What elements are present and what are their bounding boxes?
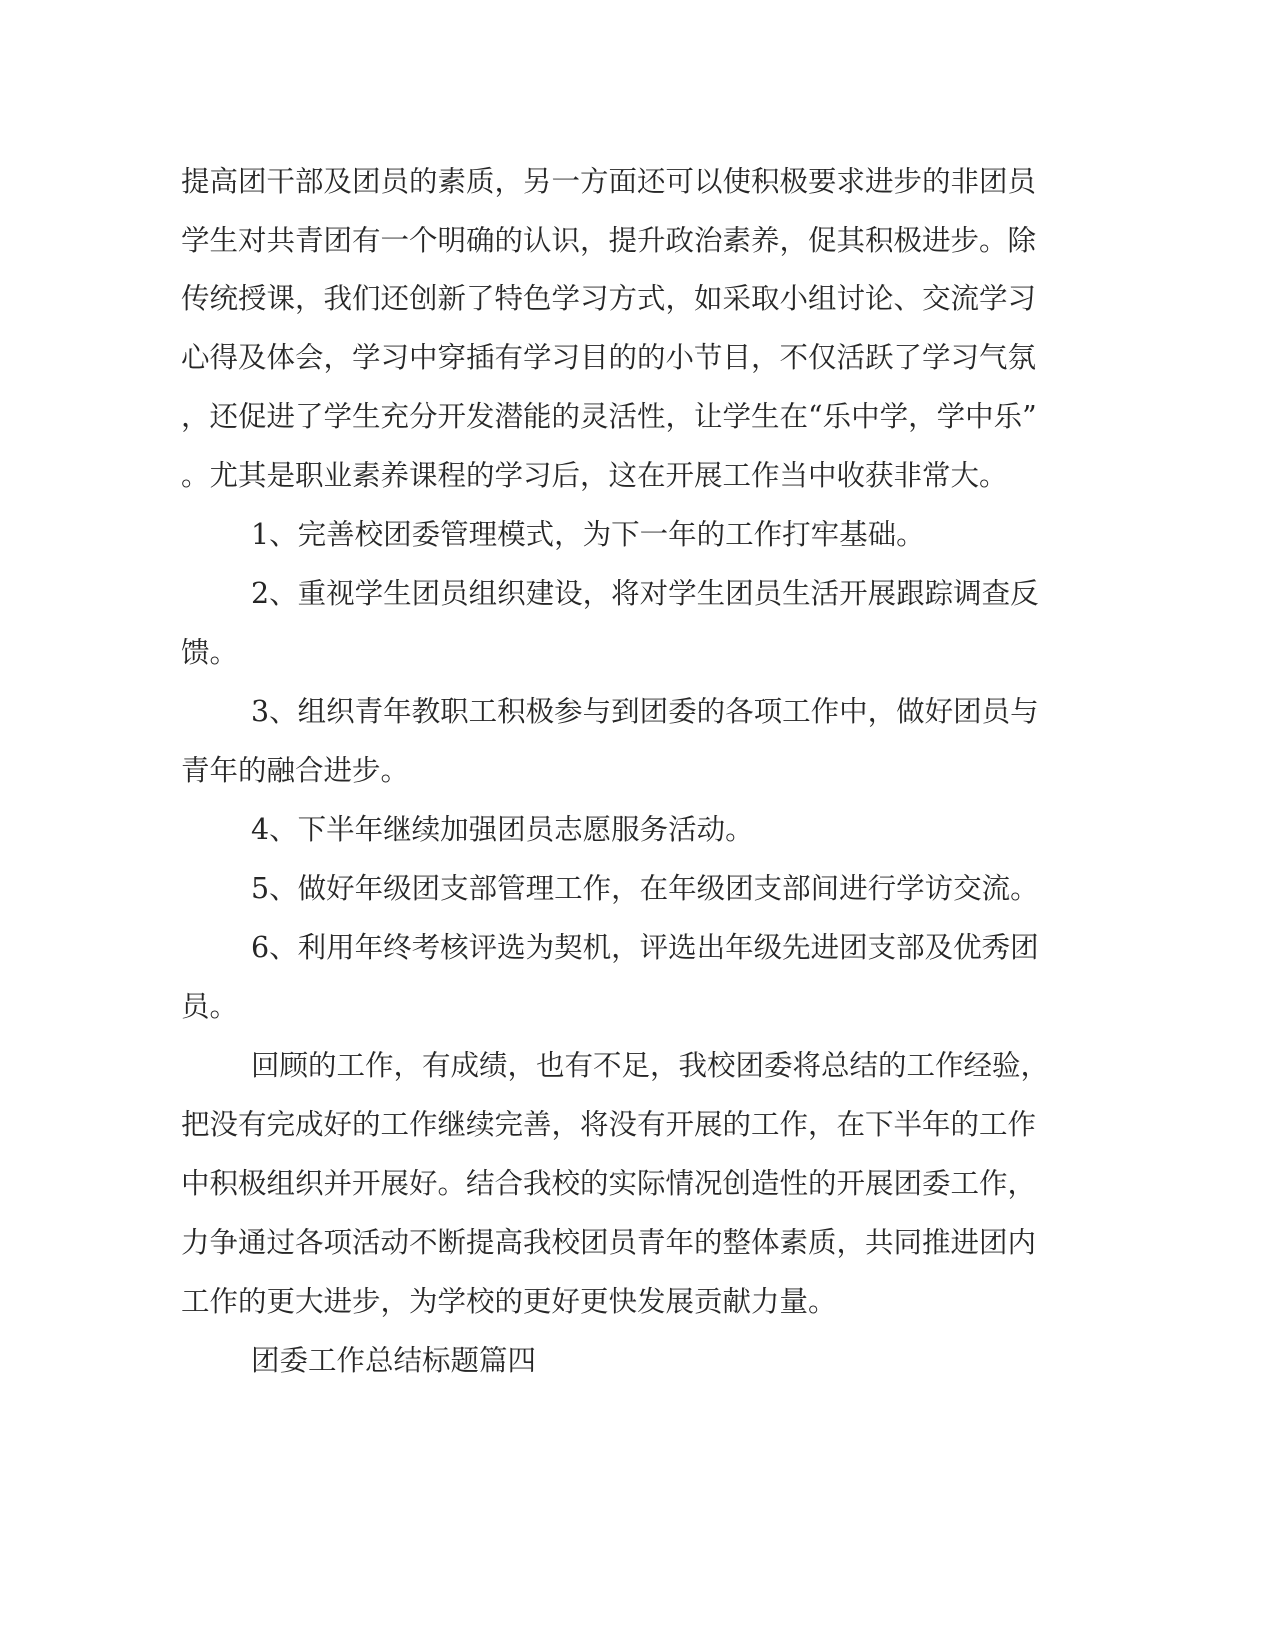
list-item-line: 青年的融合进步。 [181,754,410,787]
paragraph-line: 力争通过各项活动不断提高我校团员青年的整体素质，共同推进团内 [181,1226,1037,1259]
paragraph-line: ，还促进了学生充分开发潜能的灵活性，让学生在“乐中学，学中乐” [181,400,1037,433]
list-item-line: 3、组织青年教职工积极参与到团委的各项工作中，做好团员与 [251,695,1039,728]
list-item-line: 6、利用年终考核评选为契机，评选出年级先进团支部及优秀团 [251,931,1039,964]
paragraph-line: 心得及体会，学习中穿插有学习目的的小节目，不仅活跃了学习气氛 [181,341,1037,374]
paragraph-line: 回顾的工作，有成绩，也有不足，我校团委将总结的工作经验， [251,1049,1050,1082]
list-item-line: 馈。 [181,636,239,669]
paragraph-line: 学生对共青团有一个明确的认识，提升政治素养，促其积极进步。除 [181,224,1037,257]
section-heading: 团委工作总结标题篇四 [251,1344,537,1377]
list-item-line: 2、重视学生团员组织建设，将对学生团员生活开展跟踪调查反 [251,577,1039,610]
paragraph-line: 把没有完成好的工作继续完善，将没有开展的工作，在下半年的工作 [181,1108,1037,1141]
list-item-line: 1、完善校团委管理模式，为下一年的工作打牢基础。 [251,518,925,551]
list-item-line: 5、做好年级团支部管理工作，在年级团支部间进行学访交流。 [251,872,1039,905]
paragraph-line: 提高团干部及团员的素质，另一方面还可以使积极要求进步的非团员 [181,165,1037,198]
paragraph-line: 中积极组织并开展好。结合我校的实际情况创造性的开展团委工作， [181,1167,1037,1200]
list-item-line: 4、下半年继续加强团员志愿服务活动。 [251,813,754,846]
paragraph-line: 工作的更大进步，为学校的更好更快发展贡献力量。 [181,1285,837,1318]
list-item-line: 员。 [181,990,239,1023]
paragraph-line: 。尤其是职业素养课程的学习后，这在开展工作当中收获非常大。 [181,459,1008,492]
paragraph-line: 传统授课，我们还创新了特色学习方式，如采取小组讨论、交流学习 [181,282,1037,315]
